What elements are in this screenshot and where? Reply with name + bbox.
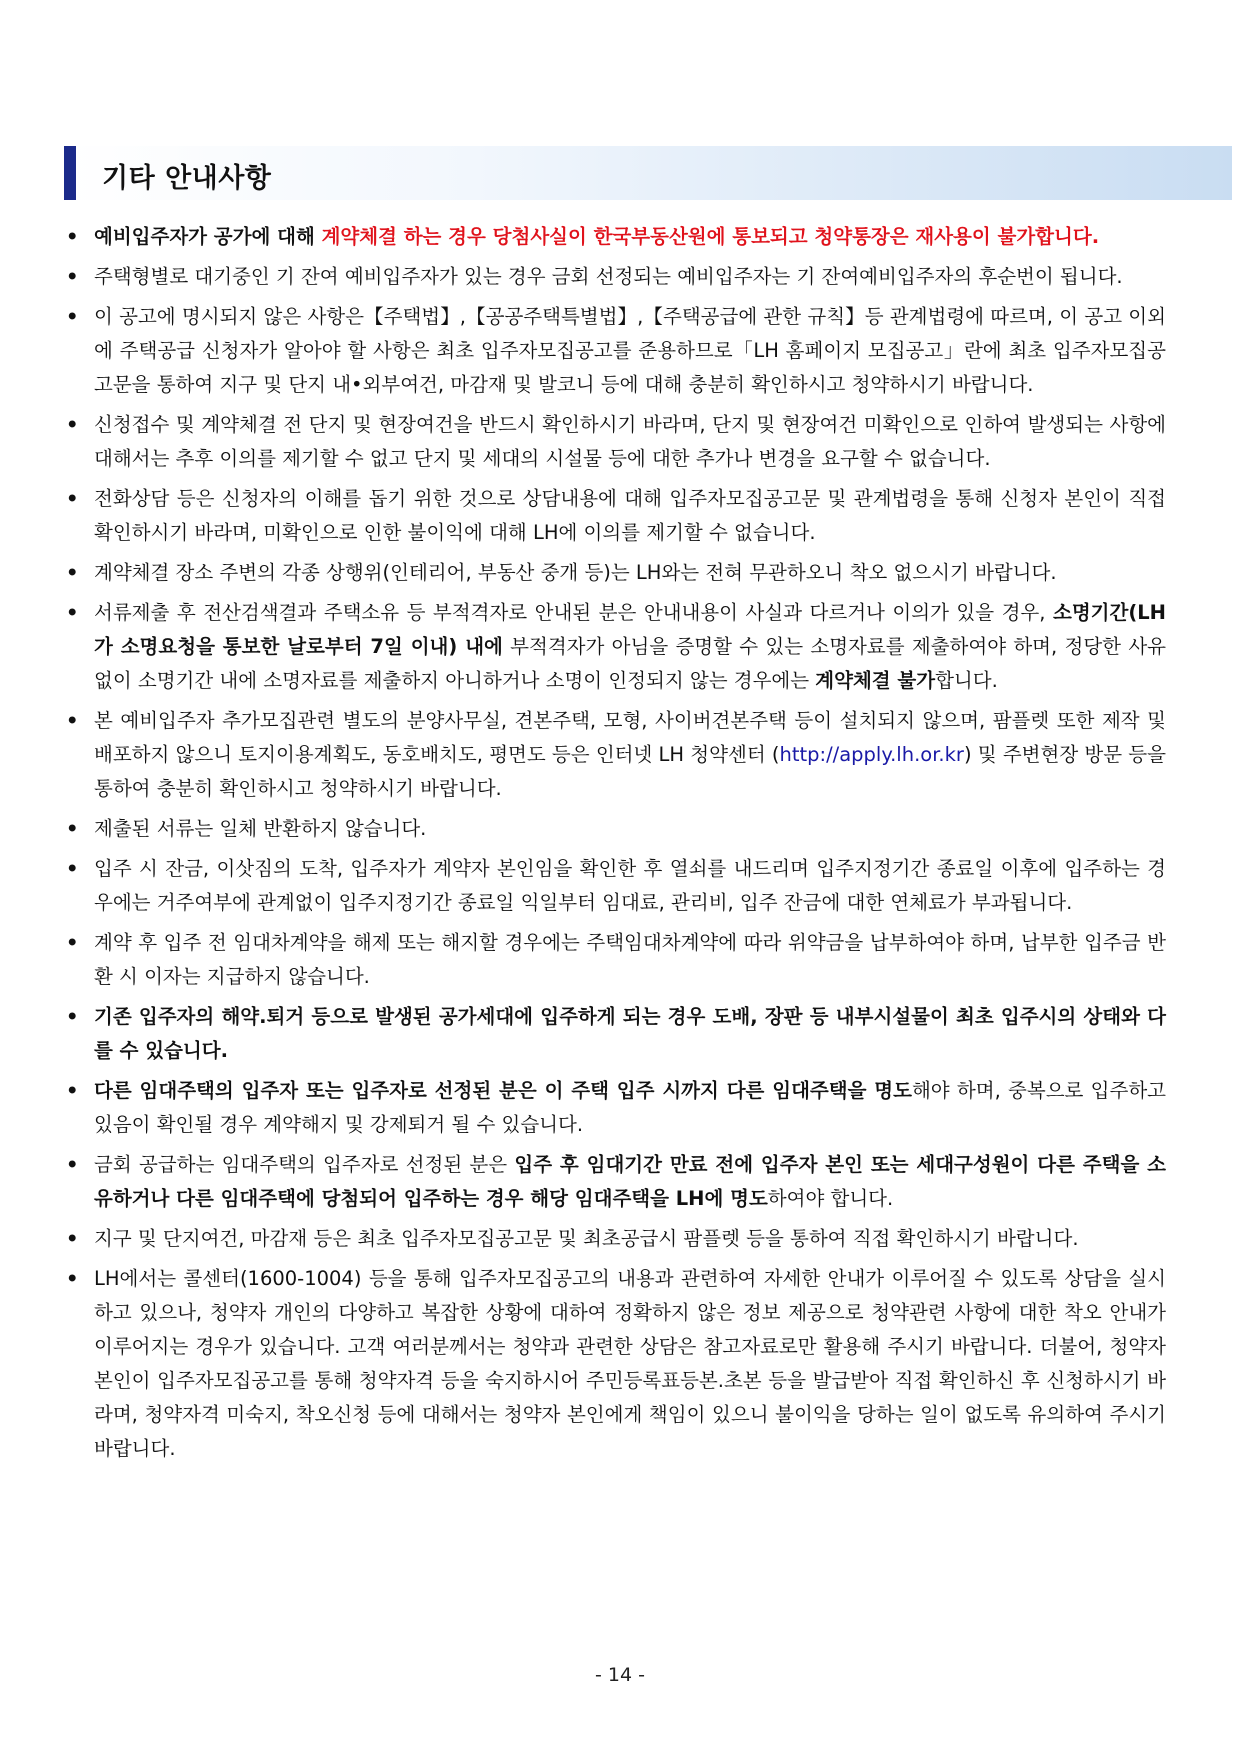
notice-text: 주택형별로 대기중인 기 잔여 예비입주자가 있는 경우 금회 선정되는 예비입주자는 기 잔여예비입주자의 후순번이 됩니다. bbox=[94, 265, 1123, 288]
notice-text: 계약체결 장소 주변의 각종 상행위(인테리어, 부동산 중개 등)는 LH와는 전혀 무관하오니 착오 없으시기 바랍니다. bbox=[94, 561, 1057, 584]
notice-list bbox=[66, 220, 1166, 1466]
notice-text: 소명기간(LH가 소명요청을 통보한 날로부터 7일 이내) 내에 bbox=[94, 601, 1166, 658]
notice-text: 부적격자가 아님을 증명할 수 있는 소명자료를 제출하여야 하며, 정당한 사유 없이 소명기간 내에 소명자료를 제출하지 아니하거나 소명이 인정되지 않는 경우에는 bbox=[94, 635, 1166, 692]
notice-item bbox=[66, 556, 1166, 590]
bullet-icon: • bbox=[66, 1227, 79, 1250]
bullet-icon: • bbox=[66, 225, 79, 248]
bullet-icon: • bbox=[66, 709, 79, 732]
section-header bbox=[64, 146, 1232, 200]
notice-text: 입주 시 잔금, 이삿짐의 도착, 입주자가 계약자 본인임을 확인한 후 열쇠를 내드리며 입주지정기간 종료일 이후에 입주하는 경우에는 거주여부에 관계없이 입주지정기간 종료일 익일부터 임대료, 관리비, 입주 잔금에 대한 연체료가 부과됩니다. bbox=[94, 857, 1166, 914]
bullet-icon: • bbox=[66, 487, 79, 510]
notice-item bbox=[66, 596, 1166, 698]
notice-item bbox=[66, 482, 1166, 550]
bullet-icon: • bbox=[66, 931, 79, 954]
bullet-icon: • bbox=[66, 1267, 79, 1290]
notice-text: 예비입주자가 공가에 대해 bbox=[94, 225, 322, 248]
notice-text: 입주 후 임대기간 만료 전에 입주자 본인 또는 세대구성원이 다른 주택을 소유하거나 다른 임대주택에 당첨되어 입주하는 경우 해당 임대주택을 LH에 명도 bbox=[94, 1153, 1166, 1210]
notice-item bbox=[66, 1000, 1166, 1068]
notice-text: 본 예비입주자 추가모집관련 별도의 분양사무실, 견본주택, 모형, 사이버견본주택 등이 설치되지 않으며, 팜플렛 또한 제작 및 배포하지 않으니 토지이용계획도, 동호배치도, 평면도 등은 인터넷 LH 청약센터 ( bbox=[94, 709, 1166, 766]
notice-item bbox=[66, 812, 1166, 846]
notice-item bbox=[66, 1222, 1166, 1256]
bullet-icon: • bbox=[66, 561, 79, 584]
lh-apply-link[interactable]: http://apply.lh.or.kr bbox=[779, 743, 964, 766]
bullet-icon: • bbox=[66, 601, 79, 624]
notice-text: 다른 임대주택의 입주자 또는 입주자로 선정된 분은 이 주택 입주 시까지 다른 임대주택을 명도 bbox=[94, 1079, 912, 1102]
notice-text: 신청접수 및 계약체결 전 단지 및 현장여건을 반드시 확인하시기 바라며, 단지 및 현장여건 미확인으로 인하여 발생되는 사항에 대해서는 추후 이의를 제기할 수 없고 단지 및 세대의 시설물 등에 대한 추가나 변경을 요구할 수 없습니다. bbox=[94, 413, 1166, 470]
notice-text: 제출된 서류는 일체 반환하지 않습니다. bbox=[94, 817, 427, 840]
notice-item bbox=[66, 260, 1166, 294]
notice-text: 해야 하며, 중복으로 입주하고 있음이 확인될 경우 계약해지 및 강제퇴거 될 수 있습니다. bbox=[94, 1079, 1166, 1136]
notice-item bbox=[66, 926, 1166, 994]
notice-item bbox=[66, 704, 1166, 806]
bullet-icon: • bbox=[66, 1153, 79, 1176]
notice-text: 금회 공급하는 임대주택의 입주자로 선정된 분은 bbox=[94, 1153, 515, 1176]
notice-item bbox=[66, 220, 1166, 254]
page-number: - 14 - bbox=[595, 1664, 645, 1686]
bullet-icon: • bbox=[66, 265, 79, 288]
notice-item bbox=[66, 300, 1166, 402]
bullet-icon: • bbox=[66, 1005, 79, 1028]
bullet-icon: • bbox=[66, 857, 79, 880]
bullet-icon: • bbox=[66, 413, 79, 436]
notice-item bbox=[66, 408, 1166, 476]
notice-item bbox=[66, 852, 1166, 920]
notice-text: LH에서는 콜센터(1600-1004) 등을 통해 입주자모집공고의 내용과 관련하여 자세한 안내가 이루어질 수 있도록 상담을 실시하고 있으나, 청약자 개인의 다양하고 복잡한 상황에 대하여 정확하지 않은 정보 제공으로 청약관련 사항에 대한 착오 안내가 이루어지는 경우가 있습니다. 고객 여러분께서는 청약과 관련한 상담은 참고자료로만 활용해 주시기 바랍니다. 더불어, 청약자 본인이 입주자모집공고를 통해 청약자격 등을 숙지하시어 주민등록표등본.초본 등을 발급받아 직접 확인하신 후 신청하시기 바라며, 청약자격 미숙지, 착오신청 등에 대해서는 청약자 본인에게 책임이 있으니 불이익을 당하는 일이 없도록 유의하여 주시기 바랍니다. bbox=[94, 1267, 1166, 1460]
notice-text: 계약체결 불가 bbox=[815, 669, 936, 692]
notice-item bbox=[66, 1148, 1166, 1216]
notice-text: 기존 입주자의 해약.퇴거 등으로 발생된 공가세대에 입주하게 되는 경우 도배, 장판 등 내부시설물이 최초 입주시의 상태와 다를 수 있습니다. bbox=[94, 1005, 1166, 1062]
section-title: 기타 안내사항 bbox=[102, 163, 272, 194]
section-accent-bar bbox=[64, 146, 76, 200]
bullet-icon: • bbox=[66, 305, 79, 328]
bullet-icon: • bbox=[66, 817, 79, 840]
notice-text: 전화상담 등은 신청자의 이해를 돕기 위한 것으로 상담내용에 대해 입주자모집공고문 및 관계법령을 통해 신청자 본인이 직접 확인하시기 바라며, 미확인으로 인한 불이익에 대해 LH에 이의를 제기할 수 없습니다. bbox=[94, 487, 1166, 544]
notice-text: 서류제출 후 전산검색결과 주택소유 등 부적격자로 안내된 분은 안내내용이 사실과 다르거나 이의가 있을 경우, bbox=[94, 601, 1053, 624]
notice-text: 지구 및 단지여건, 마감재 등은 최초 입주자모집공고문 및 최초공급시 팜플렛 등을 통하여 직접 확인하시기 바랍니다. bbox=[94, 1227, 1079, 1250]
notice-text: 이 공고에 명시되지 않은 사항은【주택법】,【공공주택특별법】,【주택공급에 관한 규칙】등 관계법령에 따르며, 이 공고 이외에 주택공급 신청자가 알아야 할 사항은 최초 입주자모집공고를 준용하므로「LH 홈페이지 모집공고」란에 최초 입주자모집공고문을 통하여 지구 및 단지 내•외부여건, 마감재 및 발코니 등에 대해 충분히 확인하시고 청약하시기 바랍니다. bbox=[94, 305, 1166, 396]
notice-text: ) 및 주변현장 방문 등을 통하여 충분히 확인하시고 청약하시기 바랍니다. bbox=[94, 743, 1166, 800]
notice-text: 계약체결 하는 경우 당첨사실이 한국부동산원에 통보되고 청약통장은 재사용이 불가합니다. bbox=[321, 225, 1100, 248]
notice-text: 계약 후 입주 전 임대차계약을 해제 또는 해지할 경우에는 주택임대차계약에 따라 위약금을 납부하여야 하며, 납부한 입주금 반환 시 이자는 지급하지 않습니다. bbox=[94, 931, 1166, 988]
notice-item bbox=[66, 1074, 1166, 1142]
bullet-icon: • bbox=[66, 1079, 79, 1102]
notice-text: 하여야 합니다. bbox=[767, 1187, 894, 1210]
notice-item bbox=[66, 1262, 1166, 1466]
notice-text: 합니다. bbox=[935, 669, 998, 692]
